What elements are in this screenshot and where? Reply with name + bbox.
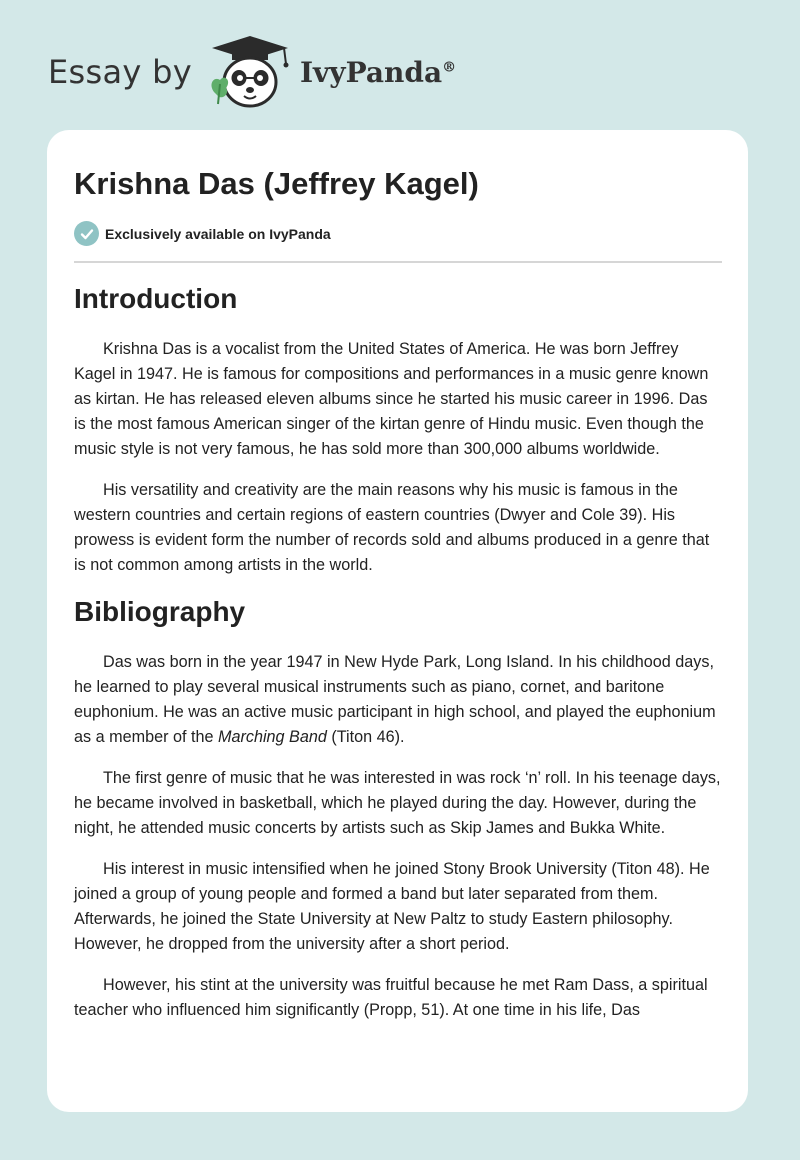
ivypanda-brand[interactable] xyxy=(300,56,456,89)
paragraph-text: (Titon 46). xyxy=(326,728,405,746)
essay-by-label: Essay by xyxy=(48,53,192,91)
exclusive-badge xyxy=(74,221,331,246)
title-divider xyxy=(74,261,722,263)
ivypanda-logo-icon[interactable] xyxy=(206,34,294,110)
check-icon xyxy=(74,221,99,246)
paragraph: His interest in music intensified when he joined Stony Brook University (Titon 48). He joined a group of young people and formed a band but later separated from them. Afterwards, he joined the State University at New Paltz to study Eastern philosophy. However, he dropped from the university after a short period. xyxy=(74,860,710,953)
site-header xyxy=(48,34,456,110)
italic-term: Marching Band xyxy=(217,728,327,746)
section-heading-introduction: Introduction xyxy=(74,283,238,314)
paragraph-text: Das was born in the year 1947 in New Hyde Park, Long Island. In his childhood days, he learned to play several musical instruments such as piano, cornet, and baritone euphonium. He was an active music participant in high school, and played the euphonium as a member of the xyxy=(74,653,716,746)
brand-name: IvyPanda xyxy=(299,55,443,89)
page-title: Krishna Das (Jeffrey Kagel) xyxy=(74,166,479,201)
paragraph: The first genre of music that he was interested in was rock ‘n’ roll. In his teenage days, he became involved in basketball, which he played during the day. However, during the night, he attended music concerts by artists such as Skip James and Bukka White. xyxy=(74,769,721,837)
exclusive-label: Exclusively available on IvyPanda xyxy=(105,225,331,242)
registered-mark: ® xyxy=(442,59,457,76)
paragraph: Krishna Das is a vocalist from the United States of America. He was born Jeffrey Kagel in 1947. He is famous for compositions and performances in a music genre known as kirtan. He has released eleven albums since he started his music career in 1996. Das is the most famous American singer of the kirtan genre of Hindu music. Even though the music style is not very famous, he has sold more than 300,000 albums worldwide. xyxy=(74,340,709,458)
paragraph: However, his stint at the university was fruitful because he met Ram Dass, a spiritual teacher who influenced him significantly (Propp, 51). At one time in his life, Das xyxy=(74,976,708,1019)
essay-body xyxy=(74,283,722,1039)
essay-card xyxy=(47,130,748,1112)
paragraph: His versatility and creativity are the main reasons why his music is famous in the western countries and certain regions of eastern countries (Dwyer and Cole 39). His prowess is evident form the number of records sold and albums produced in a genre that is not common among artists in the world. xyxy=(74,481,710,574)
paragraph xyxy=(74,650,722,750)
section-heading-bibliography: Bibliography xyxy=(74,596,246,627)
